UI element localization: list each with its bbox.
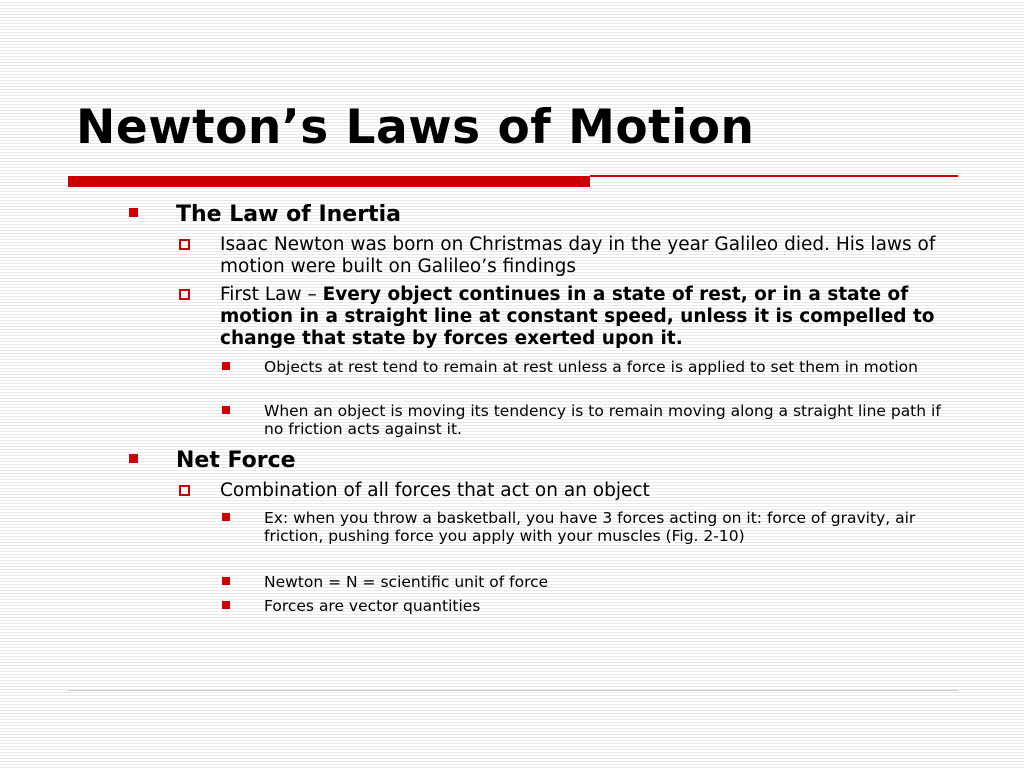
net-force-point-basketball <box>264 509 954 546</box>
hollow-square-bullet-icon <box>179 289 190 300</box>
heading-law-of-inertia <box>176 202 956 228</box>
filled-square-bullet-icon <box>129 208 138 217</box>
heading-text: Net Force <box>176 448 296 473</box>
net-force-point-vector <box>264 597 954 615</box>
filled-square-bullet-icon <box>129 454 138 463</box>
point-text: Newton = N = scientific unit of force <box>264 573 549 591</box>
heading-text: The Law of Inertia <box>176 202 401 227</box>
first-law-statement: Every object continues in a state of rest, or in a state of motion in a straight line at constant speed, unless it is compelled to change that state by forces exerted upon it. <box>220 284 935 349</box>
first-law-prefix: First Law – <box>220 284 323 305</box>
point-text: Forces are vector quantities <box>264 597 481 615</box>
title-underline-thin <box>590 175 958 177</box>
footer-rule <box>68 690 958 691</box>
newton-note-text: Isaac Newton was born on Christmas day in the year Galileo died. His laws of motion were built on Galileo’s findings <box>220 234 936 277</box>
hollow-square-bullet-icon <box>179 239 190 250</box>
heading-net-force <box>176 448 956 474</box>
filled-square-bullet-icon <box>222 513 230 521</box>
filled-square-bullet-icon <box>222 601 230 609</box>
filled-square-bullet-icon <box>222 406 230 414</box>
point-text: Ex: when you throw a basketball, you have 3 forces acting on it: force of gravity, air friction, pushing force you apply with your muscles (Fig. 2-10) <box>264 509 916 546</box>
title-underline-thick <box>68 176 590 187</box>
slide-title: Newton’s Laws of Motion <box>76 100 755 155</box>
first-law-item <box>220 284 960 349</box>
net-force-point-unit <box>264 573 954 591</box>
point-text: When an object is moving its tendency is to remain moving along a straight line path if no friction acts against it. <box>264 402 941 439</box>
definition-text: Combination of all forces that act on an object <box>220 480 650 501</box>
newton-note-item <box>220 234 960 278</box>
inertia-point-rest <box>264 358 954 376</box>
filled-square-bullet-icon <box>222 577 230 585</box>
point-text: Objects at rest tend to remain at rest unless a force is applied to set them in motion <box>264 358 918 376</box>
net-force-definition-item <box>220 480 960 502</box>
filled-square-bullet-icon <box>222 362 230 370</box>
hollow-square-bullet-icon <box>179 485 190 496</box>
inertia-point-moving <box>264 402 954 439</box>
